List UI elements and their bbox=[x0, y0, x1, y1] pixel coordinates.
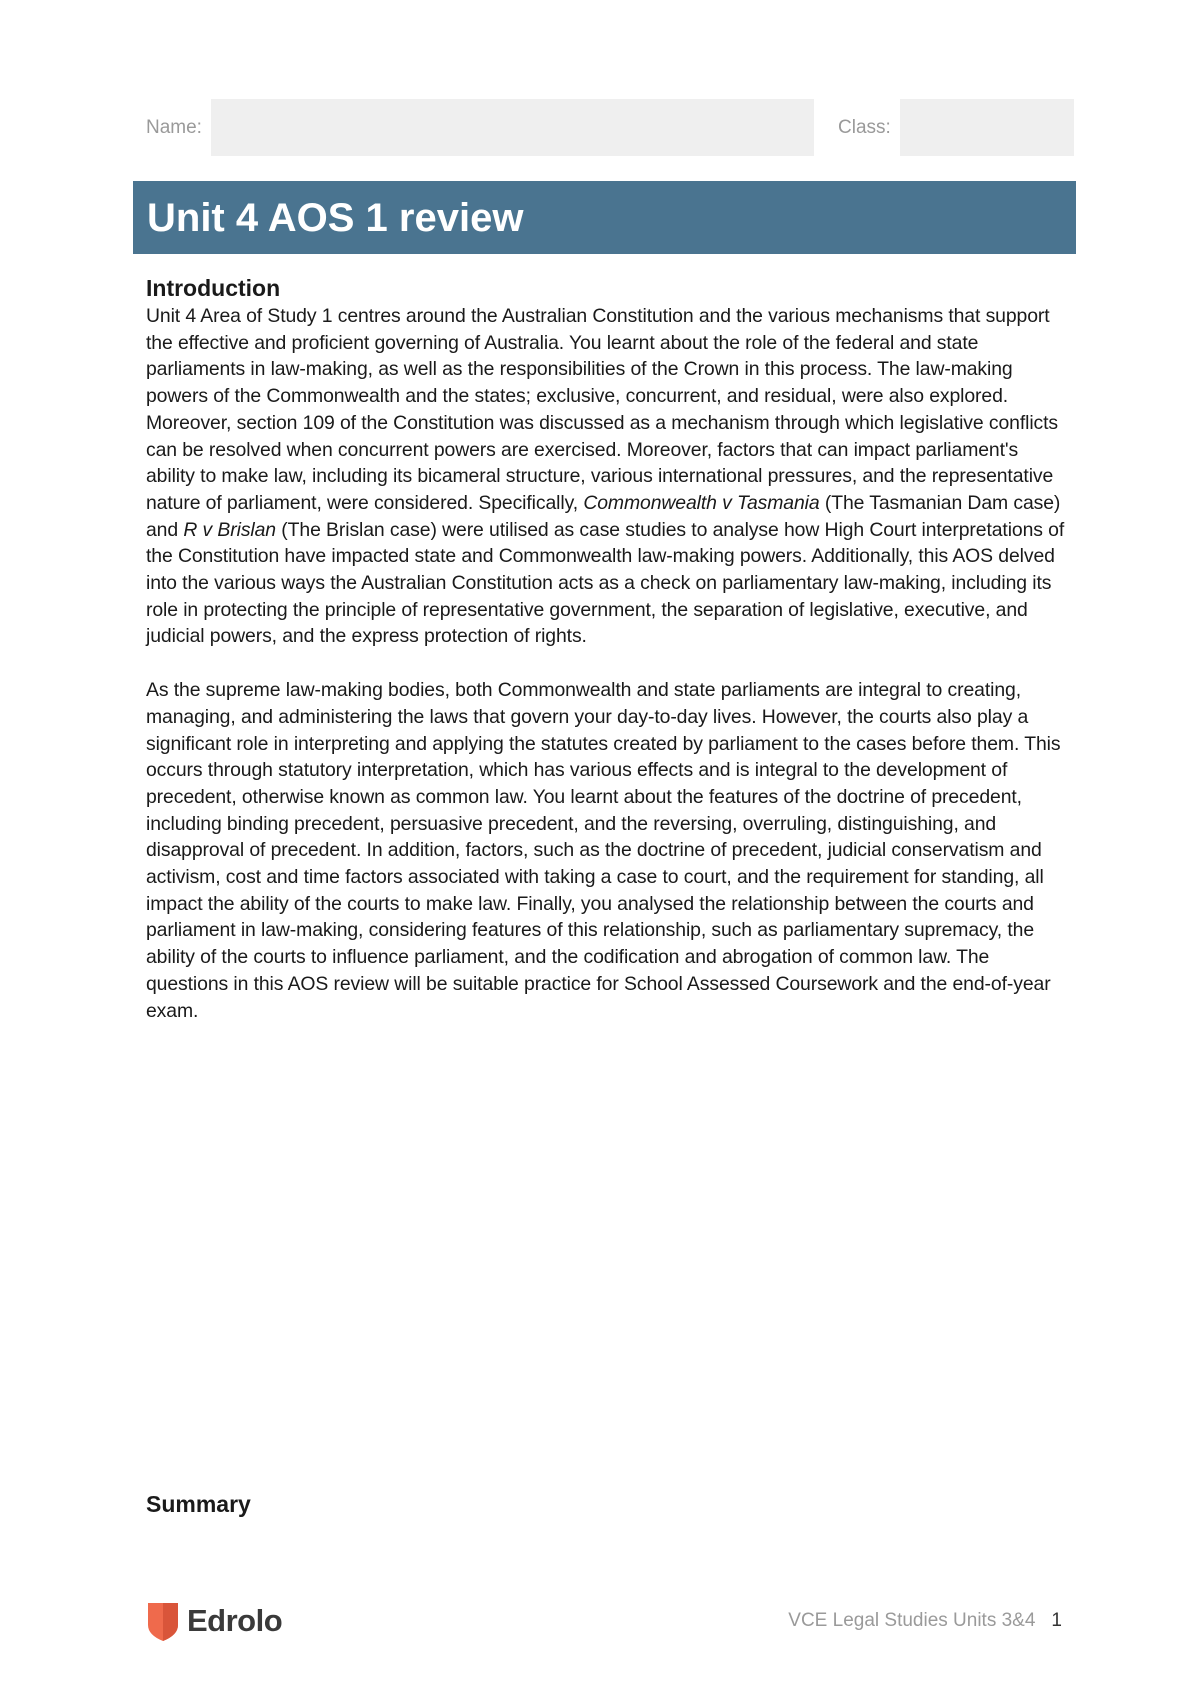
shield-icon bbox=[148, 1601, 178, 1641]
introduction-section bbox=[146, 273, 1066, 1024]
case-name-brislan: R v Brislan bbox=[183, 518, 276, 541]
class-field[interactable] bbox=[900, 99, 1074, 156]
logo-wordmark: Edrolo bbox=[187, 1603, 283, 1638]
introduction-paragraph-1 bbox=[146, 303, 1066, 650]
class-label: Class: bbox=[838, 117, 891, 138]
course-name: VCE Legal Studies Units 3&4 bbox=[788, 1610, 1036, 1631]
introduction-heading: Introduction bbox=[146, 275, 281, 301]
intro-text-a: Unit 4 Area of Study 1 centres around the Australian Constitution and the various mechanisms that support the effective and proficient governing of Australia. You learnt about the role of the federal and state parliaments in law-making, as well as the responsibilities of the Crown in this process. The law-making powers of the Commonwealth and the states; exclusive, concurrent, and residual, were also explored. Moreover, section 109 of the Constitution was discussed as a mechanism through which legislative conflicts can be resolved when concurrent powers are exercised. Moreover, factors that can impact parliament's ability to make law, including its bicameral structure, various international pressures, and the representative nature of parliament, were considered. Specifically, bbox=[146, 305, 1058, 514]
page-footer bbox=[788, 1610, 1062, 1632]
summary-heading: Summary bbox=[146, 1491, 251, 1517]
page-title: Unit 4 AOS 1 review bbox=[147, 196, 524, 240]
name-field[interactable] bbox=[211, 99, 814, 156]
introduction-paragraph-2: As the supreme law-making bodies, both Commonwealth and state parliaments are integral to creating, managing, and administering the laws that govern your day-to-day lives. However, the courts also play a significant role in interpreting and applying the statutes created by parliament to the cases before them. This occurs through statutory interpretation, which has various effects and is integral to the development of precedent, otherwise known as common law. You learnt about the features of the doctrine of precedent, including binding precedent, persuasive precedent, and the reversing, overruling, distinguishing, and disapproval of precedent. In addition, factors, such as the doctrine of precedent, judicial conservatism and activism, cost and time factors associated with taking a case to court, and the requirement for standing, all impact the ability of the courts to make law. Finally, you analysed the relationship between the courts and parliament in law-making, considering features of this relationship, such as parliamentary supremacy, the ability of the courts to influence parliament, and the codification and abrogation of common law. The questions in this AOS review will be suitable practice for School Assessed Coursework and the end-of-year exam. bbox=[146, 679, 1061, 1022]
page-number: 1 bbox=[1051, 1610, 1062, 1631]
name-label: Name: bbox=[146, 117, 202, 138]
intro-text-c: (The Brislan case) were utilised as case studies to analyse how High Court interpretations of the Constitution have impacted state and Commonwealth law-making powers. Additionally, this AOS delved into the various ways the Australian Constitution acts as a check on parliamentary law-making, including its role in protecting the principle of representative government, the separation of legislative, executive, and judicial powers, and the express protection of rights. bbox=[146, 518, 1065, 648]
intro-text-b: (The Tasmanian Dam case) and bbox=[146, 491, 1061, 541]
title-banner bbox=[133, 181, 1076, 254]
case-name-tasmanian-dam: Commonwealth v Tasmania bbox=[583, 491, 820, 514]
edrolo-logo bbox=[148, 1601, 282, 1641]
student-details-header bbox=[146, 99, 1074, 156]
